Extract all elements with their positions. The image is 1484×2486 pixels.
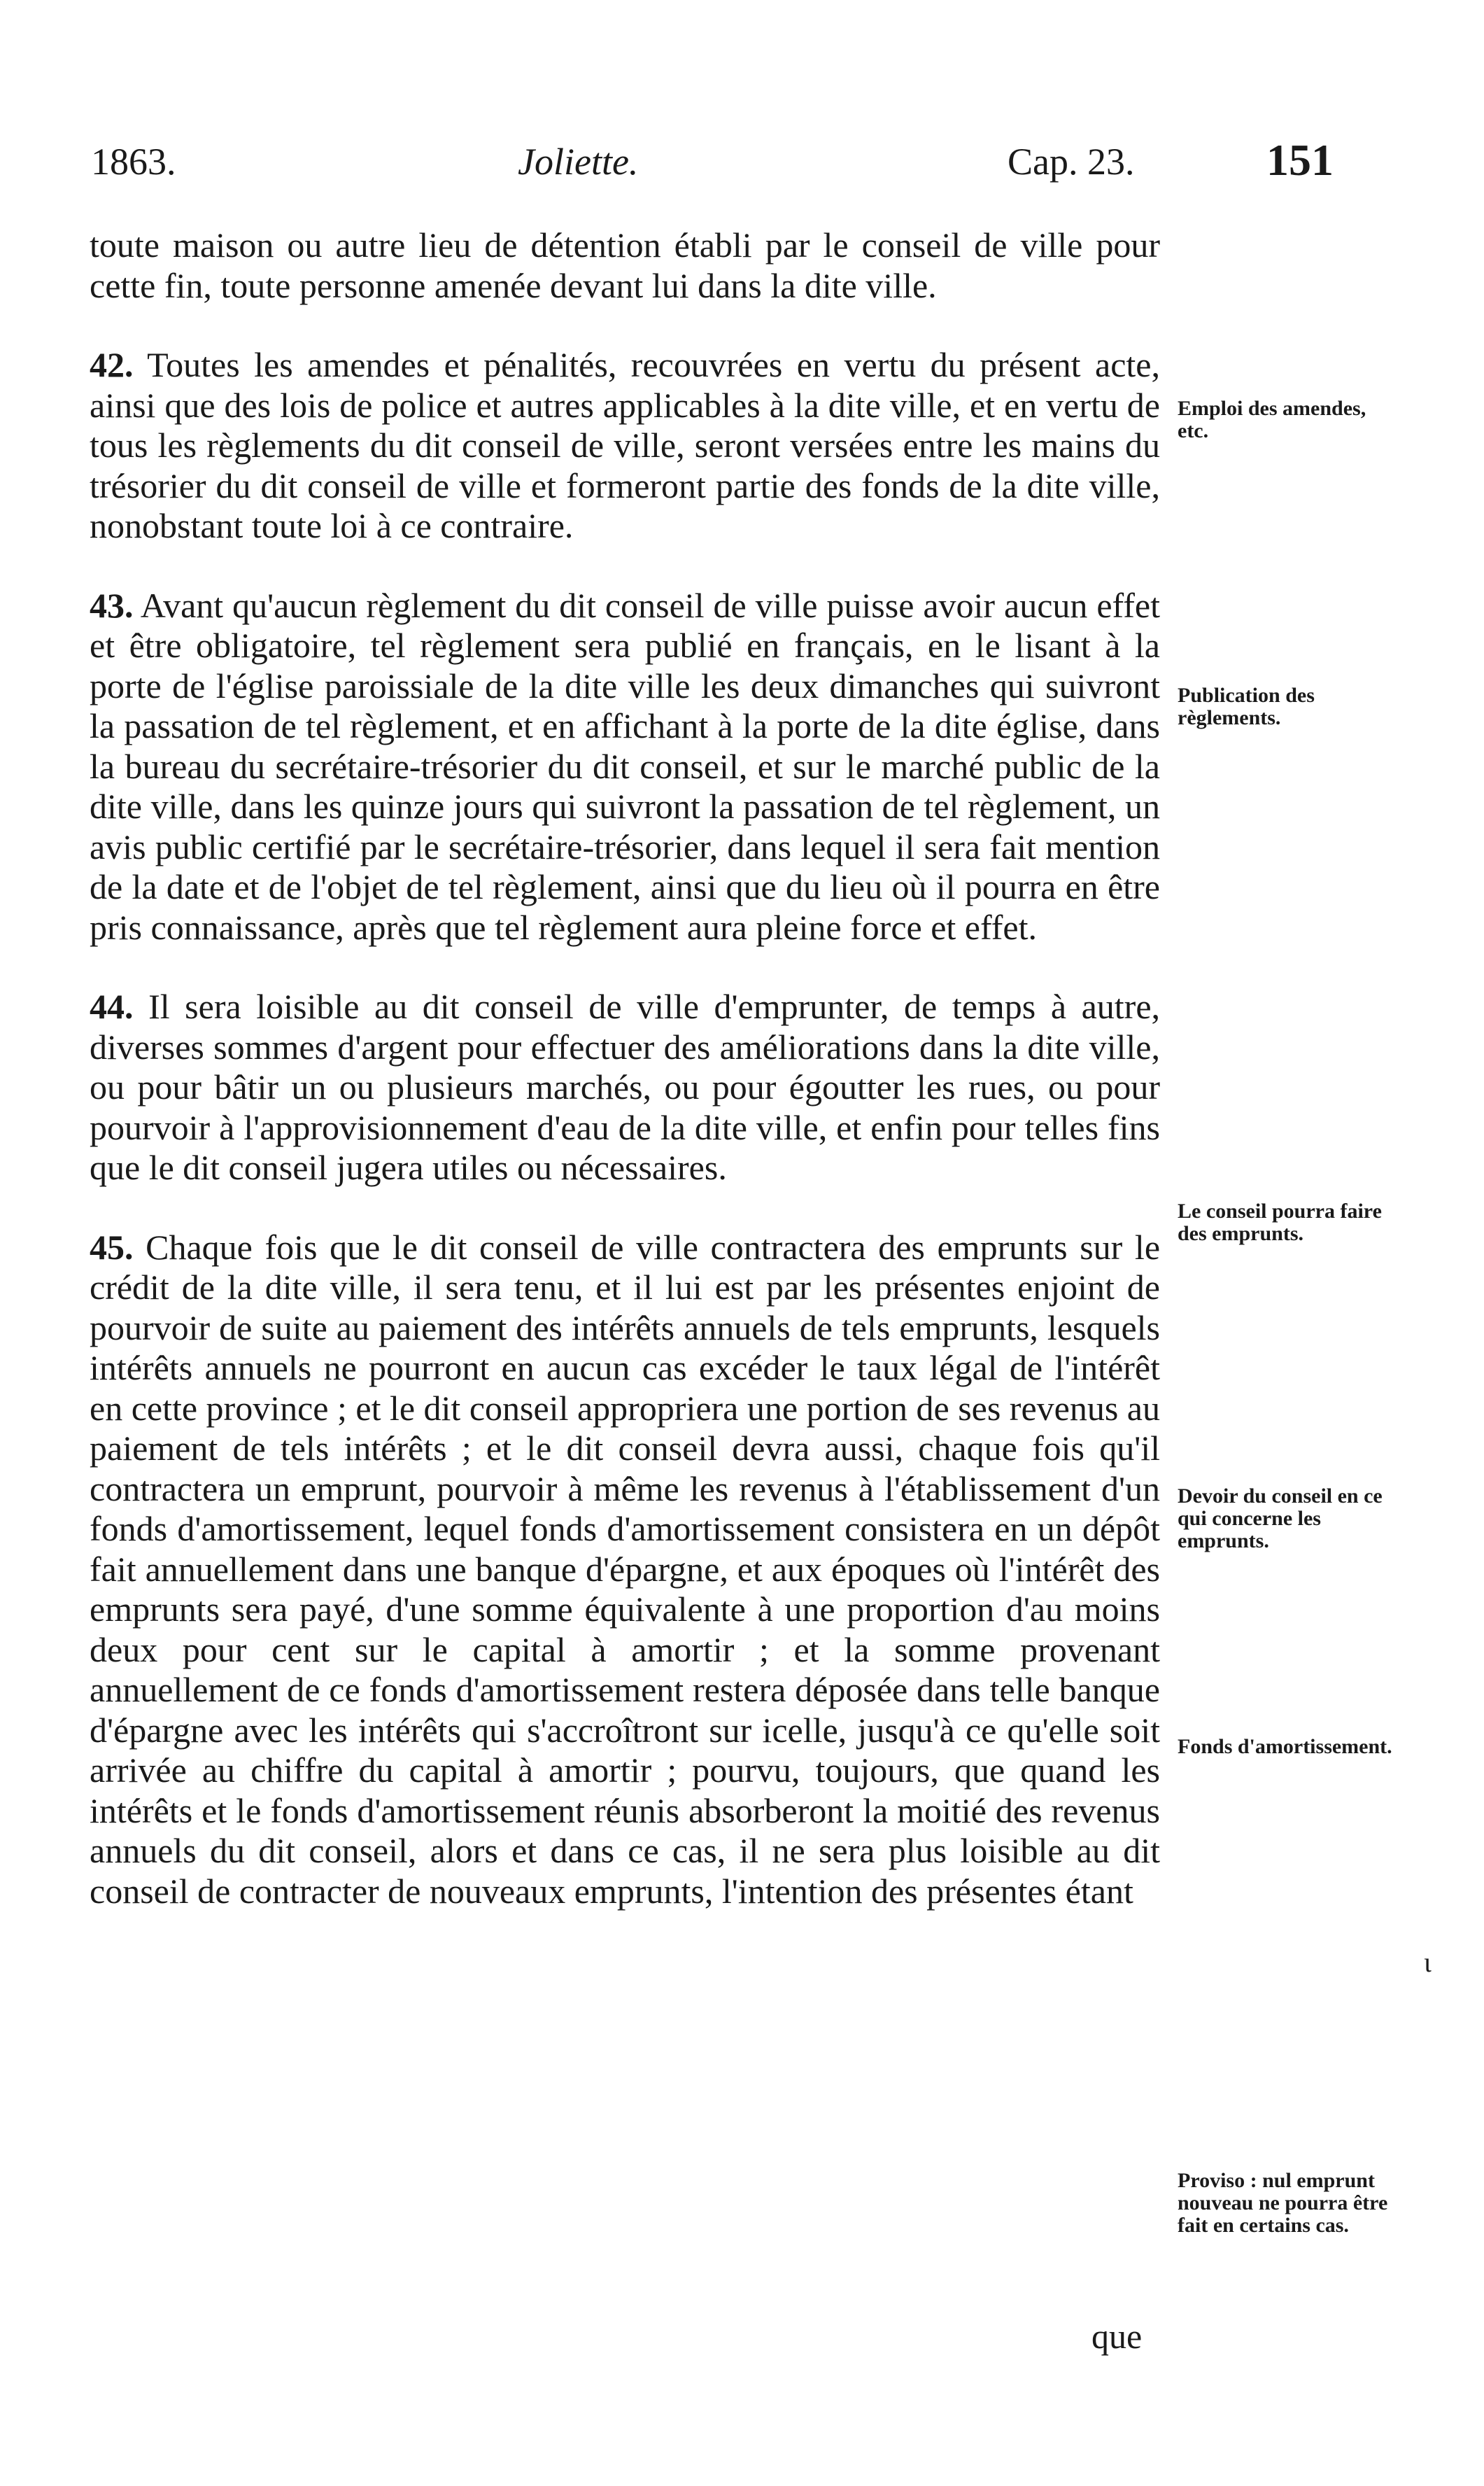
margin-note-devoir-conseil: Devoir du conseil en ce qui concerne les emprunts.: [1178, 1484, 1383, 1552]
section-text: Toutes les amendes et pénalités, recouvrées en vertu du présent acte, ainsi que des lois de police et autres applicables à la dite ville, et en vertu de tous les règlements du dit conseil de ville, seront versées entre les mains du trésorier du dit conseil de ville et formeront partie des fonds de la dite ville, nonobstant toute loi à ce contraire.: [90, 345, 1160, 545]
section-number: 42.: [90, 345, 134, 384]
section-45: [90, 1228, 1160, 1912]
intro-paragraph: toute maison ou autre lieu de détention établi par le conseil de ville pour cette fin, toute personne amenée devant lui dans la dite ville.: [90, 225, 1160, 305]
section-number: 45.: [90, 1227, 134, 1267]
section-text: Chaque fois que le dit conseil de ville contractera des emprunts sur le crédit de la dite ville, il sera tenu, et il lui est par les présentes enjoint de pourvoir de suite au paiement des intérêts annuels de tels emprunts, lesquels intérêts annuels ne pourront en aucun cas excéder le taux légal de l'intérêt en cette province ; et le dit conseil appropriera une portion de ses revenus au paiement de tels intérêts ; et le dit conseil devra aussi, chaque fois qu'il contractera un emprunt, pourvoir à même les revenus à l'établissement d'un fonds d'amortissement, lequel fonds d'amortissement consistera en un dépôt fait annuellement dans une banque d'épargne, et aux époques où l'intérêt des emprunts sera payé, d'une somme équivalente à une proportion d'au moins deux pour cent sur le capital à amortir ; et la somme provenant annuellement de ce fonds d'amortissement restera déposée dans telle banque d'épargne avec les intérêts qui s'accroîtront sur icelle, jusqu'à ce qu'elle soit arrivée au chiffre du capital à amortir ; pourvu, toujours, que quand les intérêts et le fonds d'amortissement réunis absorberont la moitié des revenus annuels du dit conseil, alors et dans ce cas, il ne sera plus loisible au dit conseil de contracter de nouveaux emprunts, l'intention des présentes étant: [90, 1227, 1161, 1911]
stray-mark: ɩ: [1424, 1946, 1432, 1978]
page-header: [91, 135, 1392, 189]
margin-note-emprunts: Le conseil pourra faire des emprunts.: [1178, 1200, 1382, 1245]
section-number: 43.: [90, 585, 134, 625]
section-text: Avant qu'aucun règlement du dit conseil de ville puisse avoir aucun effet et être obligatoire, tel règlement sera publié en français, en le lisant à la porte de l'église paroissiale de la dite ville les deux dimanches qui suivront la passation de tel règlement, et en affichant à la porte de la dite église, dans la bureau du secrétaire-trésorier du dit conseil, et sur le marché public de la dite ville, dans les quinze jours qui suivront la passation de tel règlement, un avis public certifié par le secrétaire-trésorier, dans lequel il sera fait mention de la date et de l'objet de tel règlement, ainsi que du lieu où il pourra en être pris connaissance, après que tel règlement aura pleine force et effet.: [90, 585, 1160, 947]
catchword: que: [1091, 2317, 1143, 2356]
main-text: [90, 225, 1160, 1911]
margin-note-emploi-amendes: Emploi des amendes, etc.: [1178, 397, 1366, 442]
header-chapter: Cap. 23.: [1008, 141, 1135, 183]
header-year: 1863.: [91, 141, 176, 183]
section-43: [90, 586, 1160, 948]
margin-note-fonds-amortissement: Fonds d'amortissement.: [1178, 1735, 1392, 1758]
section-44: [90, 987, 1160, 1188]
margin-note-proviso: Proviso : nul emprunt nouveau ne pourra être fait en certains cas.: [1178, 2169, 1388, 2237]
section-42: [90, 345, 1160, 547]
section-number: 44.: [90, 987, 134, 1026]
page-number: 151: [1266, 135, 1334, 185]
margin-note-publication-reglements: Publication des règlements.: [1178, 684, 1315, 729]
header-place: Joliette.: [518, 141, 639, 183]
section-text: Il sera loisible au dit conseil de ville d'emprunter, de temps à autre, diverses sommes d'argent pour effectuer des améliorations dans la dite ville, ou pour bâtir un ou plusieurs marchés, ou pour égoutter les rues, ou pour pourvoir à l'approvisionnement d'eau de la dite ville, et enfin pour telles fins que le dit conseil jugera utiles ou nécessaires.: [90, 987, 1161, 1187]
